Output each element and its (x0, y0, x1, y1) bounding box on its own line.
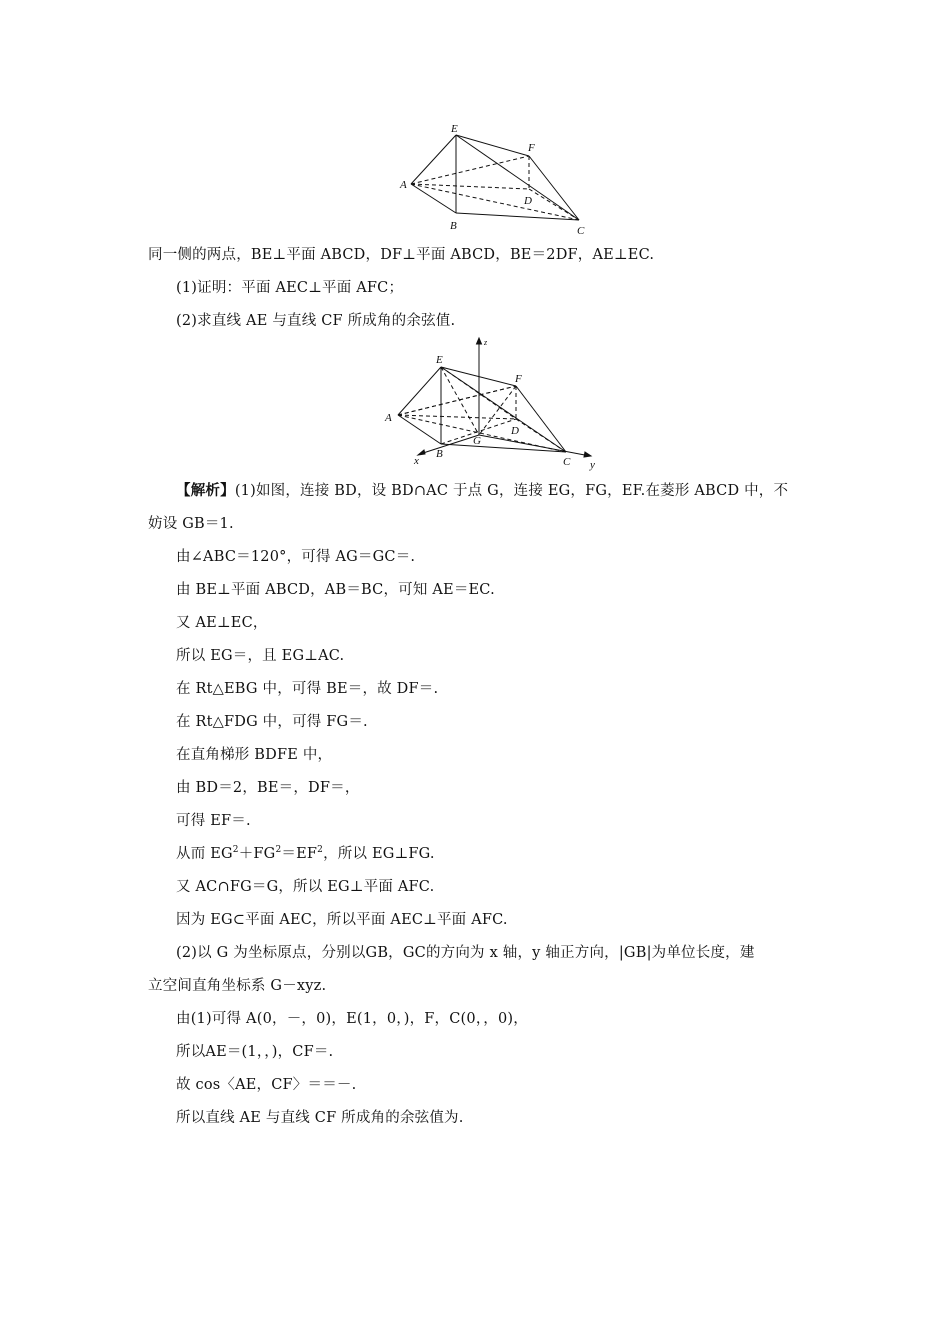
fig1-label-a: A (400, 179, 407, 191)
solution-line-8: 由 BD＝2，BE＝，DF＝， (176, 780, 360, 796)
eq-part-b: ＋FG (238, 846, 276, 862)
fig1-label-b: B (450, 220, 457, 232)
fig2-label-d: D (511, 425, 519, 437)
solution-line-7: 在直角梯形 BDFE 中， (176, 747, 333, 763)
eq-sup-1: 2 (232, 845, 239, 855)
solution-line-15: 故 cos〈AE，CF〉＝＝－. (176, 1077, 357, 1093)
solution-line-13: 由(1)可得 A(0，－，0)，E(1，0，)，F，C(0，，0)， (176, 1011, 528, 1027)
solution-line-11: 又 AC∩FG＝G，所以 EG⊥平面 AFC. (176, 879, 435, 895)
fig2-label-e: E (436, 354, 443, 366)
solution-p2-line-b: 立空间直角坐标系 G－xyz. (148, 978, 327, 994)
solution-p2-line-a: (2)以 G 为坐标原点，分别以GB，GC的方向为 x 轴，y 轴正方向，|GB|为单位长度，建 (176, 945, 755, 961)
solution-line-14: 所以AE＝(1，，)，CF＝. (176, 1044, 334, 1060)
solution-line-16: 所以直线 AE 与直线 CF 所成角的余弦值为. (176, 1110, 464, 1126)
fig1-label-c: C (577, 225, 585, 237)
eq-part-a: 从而 EG (176, 846, 233, 862)
figure-2-coordinate-diagram (0, 0, 950, 480)
fig1-label-e: E (451, 123, 458, 135)
problem-part-1: (1)证明：平面 AEC⊥平面 AFC； (176, 280, 404, 296)
problem-line-1: 同一侧的两点，BE⊥平面 ABCD，DF⊥平面 ABCD，BE＝2DF，AE⊥EC. (148, 247, 655, 263)
solution-paragraph-1 (176, 481, 788, 501)
solution-line-1: 由∠ABC＝120°，可得 AG＝GC＝. (176, 549, 416, 565)
fig2-label-x: x (414, 455, 419, 467)
solution-p1-line-a: (1)如图，连接 BD，设 BD∩AC 于点 G，连接 EG，FG，EF.在菱形 ABCD 中，不 (234, 483, 789, 499)
fig1-label-f: F (528, 142, 535, 154)
fig2-label-a: A (385, 412, 392, 424)
solution-line-3: 又 AE⊥EC， (176, 615, 268, 631)
solution-line-6: 在 Rt△FDG 中，可得 FG＝. (176, 714, 368, 730)
solution-line-2: 由 BE⊥平面 ABCD，AB＝BC，可知 AE＝EC. (176, 582, 495, 598)
problem-part-2: (2)求直线 AE 与直线 CF 所成角的余弦值. (176, 313, 456, 329)
solution-heading: 【解析】 (176, 482, 235, 499)
fig2-label-c: C (563, 456, 571, 468)
solution-line-12: 因为 EG⊂平面 AEC，所以平面 AEC⊥平面 AFC. (176, 912, 508, 928)
fig1-label-d: D (524, 195, 532, 207)
fig2-label-y: y (590, 459, 595, 471)
solution-line-5: 在 Rt△EBG 中，可得 BE＝，故 DF＝. (176, 681, 439, 697)
fig2-label-f: F (515, 373, 522, 385)
eq-sup-3: 2 (317, 845, 324, 855)
fig2-label-b: B (436, 448, 443, 460)
solution-line-4: 所以 EG＝，且 EG⊥AC. (176, 648, 345, 664)
eq-sup-2: 2 (275, 845, 282, 855)
solution-p1-line-b: 妨设 GB＝1. (148, 516, 234, 532)
eq-part-d: ，所以 EG⊥FG. (323, 846, 435, 862)
solution-line-9: 可得 EF＝. (176, 813, 251, 829)
fig2-label-g: G (473, 435, 481, 447)
eq-part-c: ＝EF (281, 846, 318, 862)
solution-line-10 (176, 844, 435, 864)
fig2-label-z: z (484, 338, 488, 347)
